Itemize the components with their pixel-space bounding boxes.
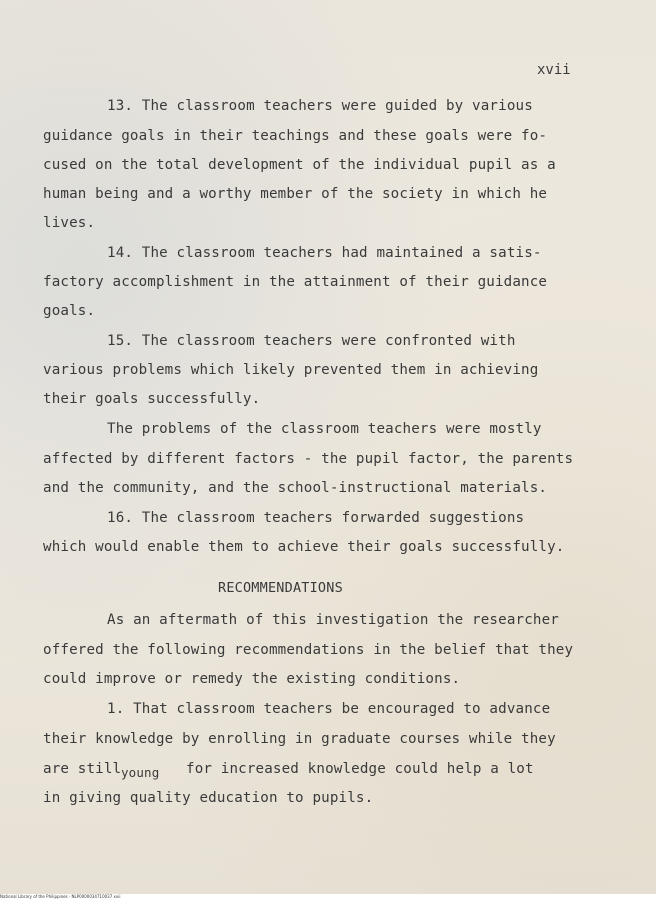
text-line: for increased knowledge could help a lot <box>186 761 534 777</box>
text-line: offered the following recommendations in the belief that they <box>43 642 574 658</box>
text-line: 13. The classroom teachers were guided by various <box>107 98 533 114</box>
text-line: factory accomplishment in the attainment of their guidance <box>43 274 548 290</box>
text-line: 14. The classroom teachers had maintained a satis- <box>107 245 542 261</box>
text-line: human being and a worthy member of the society in which he <box>43 186 548 202</box>
text-line: The problems of the classroom teachers were mostly <box>107 421 542 437</box>
text-line: 1. That classroom teachers be encouraged to advance <box>107 701 551 717</box>
text-line: goals. <box>43 303 96 319</box>
text-line: and the community, and the school-instructional materials. <box>43 480 548 496</box>
text-line: As an aftermath of this investigation the researcher <box>107 612 559 628</box>
text-line: could improve or remedy the existing conditions. <box>43 671 461 687</box>
text-line: their knowledge by enrolling in graduate courses while they <box>43 731 556 747</box>
page-number: xvii <box>537 62 571 78</box>
text-line: in giving quality education to pupils. <box>43 790 374 806</box>
text-line: lives. <box>43 215 96 231</box>
text-line: which would enable them to achieve their goals successfully. <box>43 539 565 555</box>
text-line: are still <box>43 761 122 777</box>
text-line: their goals successfully. <box>43 391 261 407</box>
scan-footer: National Library of the Philippines · NLP0000034710037 xvii <box>0 894 656 900</box>
text-line: various problems which likely prevented them in achieving <box>43 362 539 378</box>
text-line: cused on the total development of the individual pupil as a <box>43 157 556 173</box>
text-line: affected by different factors - the pupil factor, the parents <box>43 451 574 467</box>
handwritten-insertion: young <box>121 765 160 780</box>
section-heading: RECOMMENDATIONS <box>218 580 343 596</box>
text-line: 16. The classroom teachers forwarded suggestions <box>107 510 525 526</box>
text-line: guidance goals in their teachings and these goals were fo- <box>43 128 548 144</box>
text-line: 15. The classroom teachers were confronted with <box>107 333 516 349</box>
